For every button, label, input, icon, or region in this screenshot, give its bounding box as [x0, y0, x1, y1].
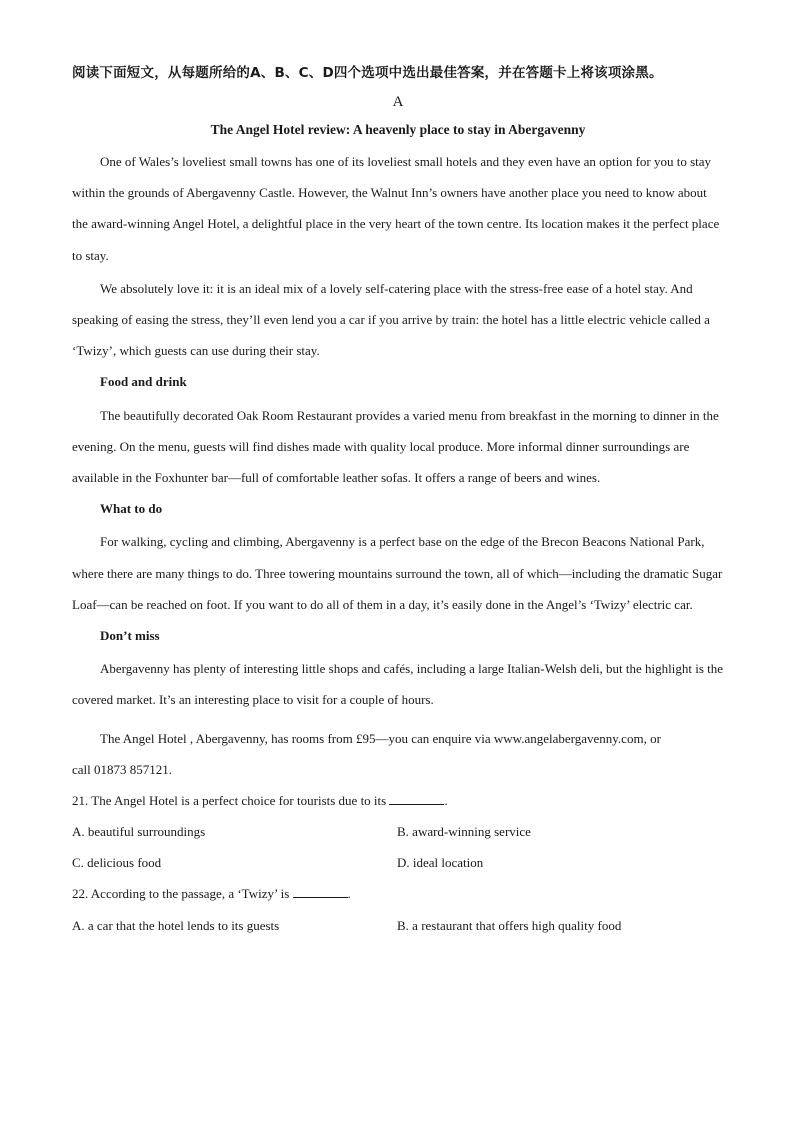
option-d: D. ideal location [397, 855, 484, 871]
contact-line-2: call 01873 857121. [72, 761, 173, 777]
heading-dont-miss: Don’t miss [100, 628, 160, 644]
exam-page [72, 60, 724, 941]
question-stem [72, 878, 724, 909]
paragraph-what-to-do: For walking, cycling and climbing, Abergavenny is a perfect base on the edge of the Brecon Beacons National Park, where there are many things to do. Three towering mountains surround the town, all of which—including the dramatic Sugar Loaf—can be reached on foot. If you want to do all of them in a day, it’s easily done in the Angel’s ‘Twizy’ electric car. [72, 534, 723, 612]
question-stem [72, 785, 724, 816]
option-c: C. delicious food [72, 855, 162, 871]
question-options [72, 816, 724, 878]
question-stem-text: 21. The Angel Hotel is a perfect choice for tourists due to its [72, 792, 387, 808]
answer-blank [389, 792, 444, 805]
instruction-text: 阅读下面短文，从每题所给的A、B、C、D四个选项中选出最佳答案，并在答题卡上将该项涂黑。 [72, 65, 663, 81]
article-body [72, 146, 724, 785]
option-a: A. beautiful surroundings [72, 824, 206, 840]
section-letter: A [392, 94, 404, 110]
heading-food-and-drink: Food and drink [100, 374, 187, 390]
paragraph-intro-2: We absolutely love it: it is an ideal mix of a lovely self-catering place with the stress-free ease of a hotel stay. And speaking of easing the stress, they’ll even lend you a car if you arrive by train: the hotel has a little electric vehicle called a ‘Twizy’, which guests can use during their stay. [72, 280, 710, 359]
option-a: A. a car that the hotel lends to its guests [72, 917, 280, 933]
question-stem-end: . [347, 886, 351, 902]
answer-blank [293, 885, 348, 898]
contact-line-1: The Angel Hotel , Abergavenny, has rooms from £95—you can enquire via www.angelabergavenny.com, or [100, 730, 661, 746]
question-21 [72, 785, 724, 879]
question-stem-text: 22. According to the passage, a ‘Twizy’ is [72, 886, 290, 902]
question-options [72, 910, 724, 941]
paragraph-intro-1: One of Wales’s loveliest small towns has one of its loveliest small hotels and they even have an option for you to stay within the grounds of Abergavenny Castle. However, the Walnut Inn’s owners have another place you need to know about the award-winning Angel Hotel, a delightful place in the very heart of the town centre. Its location makes it the perfect place to stay. [72, 154, 720, 263]
question-stem-end: . [444, 792, 448, 808]
question-22 [72, 878, 724, 940]
heading-what-to-do: What to do [100, 501, 163, 517]
option-b: B. award-winning service [397, 824, 531, 840]
paragraph-food-and-drink: The beautifully decorated Oak Room Restaurant provides a varied menu from breakfast in the morning to dinner in the evening. On the menu, guests will find dishes made with quality local produce. More informal dinner surroundings are available in the Foxhunter bar—full of comfortable leather sofas. It offers a range of beers and wines. [72, 407, 719, 486]
article-title: The Angel Hotel review: A heavenly place to stay in Abergavenny [210, 122, 586, 137]
paragraph-dont-miss: Abergavenny has plenty of interesting little shops and cafés, including a large Italian-Welsh deli, but the highlight is the covered market. It’s an interesting place to visit for a couple of hours. [72, 661, 724, 708]
option-b: B. a restaurant that offers high quality food [397, 917, 622, 933]
